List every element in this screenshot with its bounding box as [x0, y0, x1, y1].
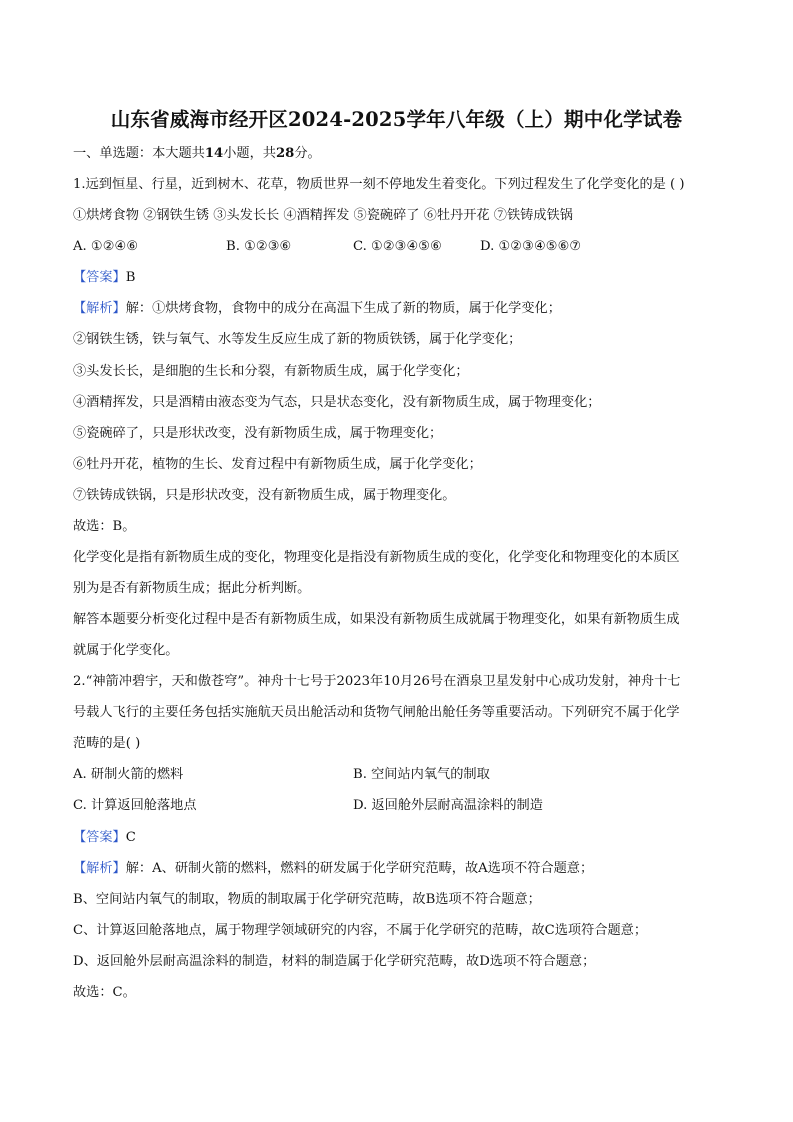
q2-option-b: B. 空间站内氧气的制取 [353, 767, 490, 782]
q2-analysis-line: B、空间站内氧气的制取，物质的制取属于化学研究范畴，故B选项不符合题意； [73, 892, 541, 907]
q1-analysis-line: 解答本题要分析变化过程中是否有新物质生成，如果没有新物质生成就属于物理变化，如果有新物质生成 [73, 612, 680, 627]
q2-answer-tag: 【答案】 [73, 830, 126, 845]
q2-option-a: A. 研制火箭的燃料 [73, 767, 184, 782]
q2-stem-line: 范畴的是( ) [73, 736, 141, 751]
section-score: 28 [275, 146, 295, 161]
q1-conclusion: 故选：B。 [73, 519, 136, 534]
q1-analysis-line: ③头发长长，是细胞的生长和分裂，有新物质生成，属于化学变化； [73, 364, 469, 379]
q2-analysis-text: 解：A、研制火箭的燃料，燃料的研发属于化学研究范畴，故A选项不符合题意； [125, 861, 594, 876]
section-count: 14 [204, 146, 224, 161]
section-mid: 小题，共 [223, 146, 276, 161]
q2-analysis-line: D、返回舱外层耐高温涂料的制造，材料的制造属于化学研究范畴，故D选项不符合题意； [73, 954, 596, 969]
section-heading [73, 145, 321, 163]
q1-option-a: A. ①②④⑥ [73, 239, 139, 254]
section-prefix: 一、单选题：本大题共 [73, 146, 205, 161]
q1-analysis-text: 解：①烘烤食物，食物中的成分在高温下生成了新的物质，属于化学变化； [125, 301, 561, 316]
q2-conclusion: 故选：C。 [73, 985, 136, 1000]
q2-analysis-line: C、计算返回舱落地点，属于物理学领域研究的内容，不属于化学研究的范畴，故C选项符合题意； [73, 923, 648, 938]
q1-answer-tag: 【答案】 [73, 270, 126, 285]
q1-analysis-line: ⑥牡丹开花，植物的生长、发育过程中有新物质生成，属于化学变化； [73, 457, 482, 472]
q2-option-c: C. 计算返回舱落地点 [73, 798, 197, 813]
q1-stem: 1.远到恒星、行星，近到树木、花草，物质世界一刻不停地发生着变化。下列过程发生了化学变化的是 ( ) [73, 177, 685, 192]
q1-analysis-line: ②钢铁生锈，铁与氧气、水等发生反应生成了新的物质铁锈，属于化学变化； [73, 332, 522, 347]
q1-analysis-line: ④酒精挥发，只是酒精由液态变为气态，只是状态变化，没有新物质生成，属于物理变化； [73, 395, 601, 410]
q2-analysis-line [73, 860, 593, 878]
q2-answer [73, 829, 136, 847]
section-suffix: 分。 [294, 146, 321, 161]
q2-stem-line: 号载人飞行的主要任务包括实施航天员出舱活动和货物气闸舱出舱任务等重要活动。下列研究不属于化学 [73, 705, 680, 720]
q1-option-b: B. ①②③⑥ [226, 239, 292, 254]
q1-items: ①烘烤食物 ②钢铁生锈 ③头发长长 ④酒精挥发 ⑤瓷碗碎了 ⑥牡丹开花 ⑦铁铸成铁锅 [73, 208, 573, 223]
q1-analysis-line: 就属于化学变化。 [73, 643, 179, 658]
q1-option-d: D. ①②③④⑤⑥⑦ [480, 239, 582, 254]
q1-analysis-line: ⑤瓷碗碎了，只是形状改变，没有新物质生成，属于物理变化； [73, 426, 443, 441]
q1-analysis-tag: 【解析】 [73, 301, 126, 316]
q1-analysis-line: 别为是否有新物质生成；据此分析判断。 [73, 581, 311, 596]
q2-option-d: D. 返回舱外层耐高温涂料的制造 [353, 798, 543, 813]
q1-option-c: C. ①②③④⑤⑥ [353, 239, 442, 254]
q1-analysis-line: ⑦铁铸成铁锅，只是形状改变，没有新物质生成，属于物理变化。 [73, 488, 456, 503]
q1-analysis-line [73, 300, 561, 318]
q2-analysis-tag: 【解析】 [73, 861, 126, 876]
q1-answer [73, 269, 135, 287]
q2-answer-value: C [125, 830, 136, 845]
q2-stem-line: 2.“神箭冲碧宇，天和傲苍穹”。神舟十七号于2023年10月26号在酒泉卫星发射中心成功发射，神舟十七 [73, 674, 681, 689]
q1-analysis-line: 化学变化是指有新物质生成的变化，物理变化是指没有新物质生成的变化，化学变化和物理变化的本质区 [73, 550, 680, 565]
q1-answer-value: B [125, 270, 136, 285]
page-title: 山东省威海市经开区2024-2025学年八年级（上）期中化学试卷 [110, 108, 683, 131]
